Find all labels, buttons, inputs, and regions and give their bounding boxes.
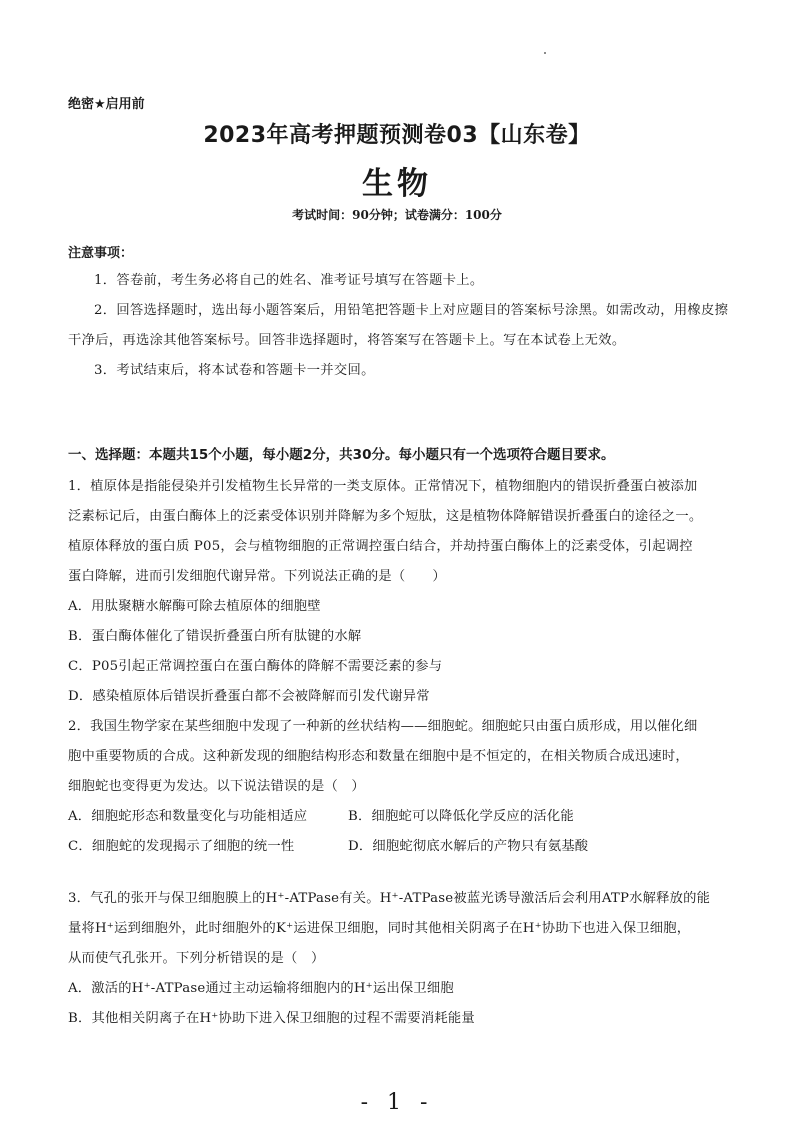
answer-option-a: A．激活的H⁺-ATPase通过主动运输将细胞内的H⁺运出保卫细胞 (68, 981, 454, 996)
scan-speck (544, 52, 546, 54)
question-stem-line: 胞中重要物质的合成。这种新发现的细胞结构形态和数量在细胞中是不恒定的，在相关物质合成迅速时， (68, 749, 689, 764)
question-stem-line: 量将H⁺运到细胞外，此时细胞外的K⁺运进保卫细胞，同时其他相关阴离子在H⁺协助下也进入保卫细胞， (68, 921, 691, 936)
page-number: - 1 - (360, 1090, 434, 1115)
confidential-label: 绝密★启用前 (68, 97, 145, 112)
question-1 (68, 472, 744, 712)
answer-option-a: A．细胞蛇形态和数量变化与功能相适应 (68, 809, 308, 824)
question-stem-line: 从而使气孔张开。下列分析错误的是（ ） (68, 951, 325, 966)
question-stem-line: 细胞蛇也变得更为发达。以下说法错误的是（ ） (68, 779, 365, 794)
question-stem-line: 蛋白降解，进而引发细胞代谢异常。下列说法正确的是（ ） (68, 569, 446, 584)
question-2 (68, 712, 744, 862)
question-stem-line: 泛素标记后，由蛋白酶体上的泛素受体识别并降解为多个短肽，这是植物体降解错误折叠蛋白的途径之一。 (68, 509, 703, 524)
answer-option-d: D．感染植原体后错误折叠蛋白都不会被降解而引发代谢异常 (68, 689, 430, 704)
question-stem-line: 3．气孔的张开与保卫细胞膜上的H⁺-ATPase有关。H⁺-ATPase被蓝光诱导激活后会利用ATP水解释放的能 (68, 891, 711, 906)
question-3 (68, 884, 744, 1034)
answer-option-b: B．蛋白酶体催化了错误折叠蛋白所有肽键的水解 (68, 629, 362, 644)
answer-option-c: C．细胞蛇的发现揭示了细胞的统一性 (68, 839, 295, 854)
note-item: 3．考试结束后，将本试卷和答题卡一并交回。 (94, 363, 375, 378)
exam-title: 2023年高考押题预测卷03【山东卷】 (203, 123, 591, 148)
note-item: 1．答卷前，考生务必将自己的姓名、准考证号填写在答题卡上。 (94, 273, 484, 288)
answer-option-b: B．其他相关阴离子在H⁺协助下进入保卫细胞的过程不需要消耗能量 (68, 1011, 475, 1026)
answer-option-d: D．细胞蛇彻底水解后的产物只有氨基酸 (348, 839, 589, 854)
notes-heading: 注意事项： (68, 246, 134, 261)
option-row (68, 832, 744, 862)
section-title: 一、选择题：本题共15个小题，每小题2分，共30分。每小题只有一个选项符合题目要求。 (68, 447, 615, 463)
note-item: 2．回答选择题时，选出每小题答案后，用铅笔把答题卡上对应题目的答案标号涂黑。如需改动，用橡皮擦干净后，再选涂其他答案标号。回答非选择题时，将答案写在答题卡上。写在本试卷上无效。 (68, 303, 729, 348)
option-row (68, 802, 744, 832)
exam-meta: 考试时间：90分钟；试卷满分：100分 (292, 208, 502, 222)
question-stem-line: 2．我国生物学家在某些细胞中发现了一种新的丝状结构——细胞蛇。细胞蛇只由蛋白质形成，用以催化细 (68, 719, 698, 734)
question-stem-line: 植原体释放的蛋白质 P05，会与植物细胞的正常调控蛋白结合，并劫持蛋白酶体上的泛素受体，引起调控 (68, 539, 693, 554)
answer-option-c: C．P05引起正常调控蛋白在蛋白酶体的降解不需要泛素的参与 (68, 659, 443, 674)
answer-option-b: B．细胞蛇可以降低化学反应的活化能 (348, 809, 574, 824)
answer-option-a: A．用肽聚糖水解酶可除去植原体的细胞壁 (68, 599, 321, 614)
question-stem-line: 1．植原体是指能侵染并引发植物生长异常的一类支原体。正常情况下，植物细胞内的错误折叠蛋白被添加 (68, 479, 698, 494)
notes-list (68, 266, 736, 386)
subject-title: 生物 (362, 166, 432, 202)
